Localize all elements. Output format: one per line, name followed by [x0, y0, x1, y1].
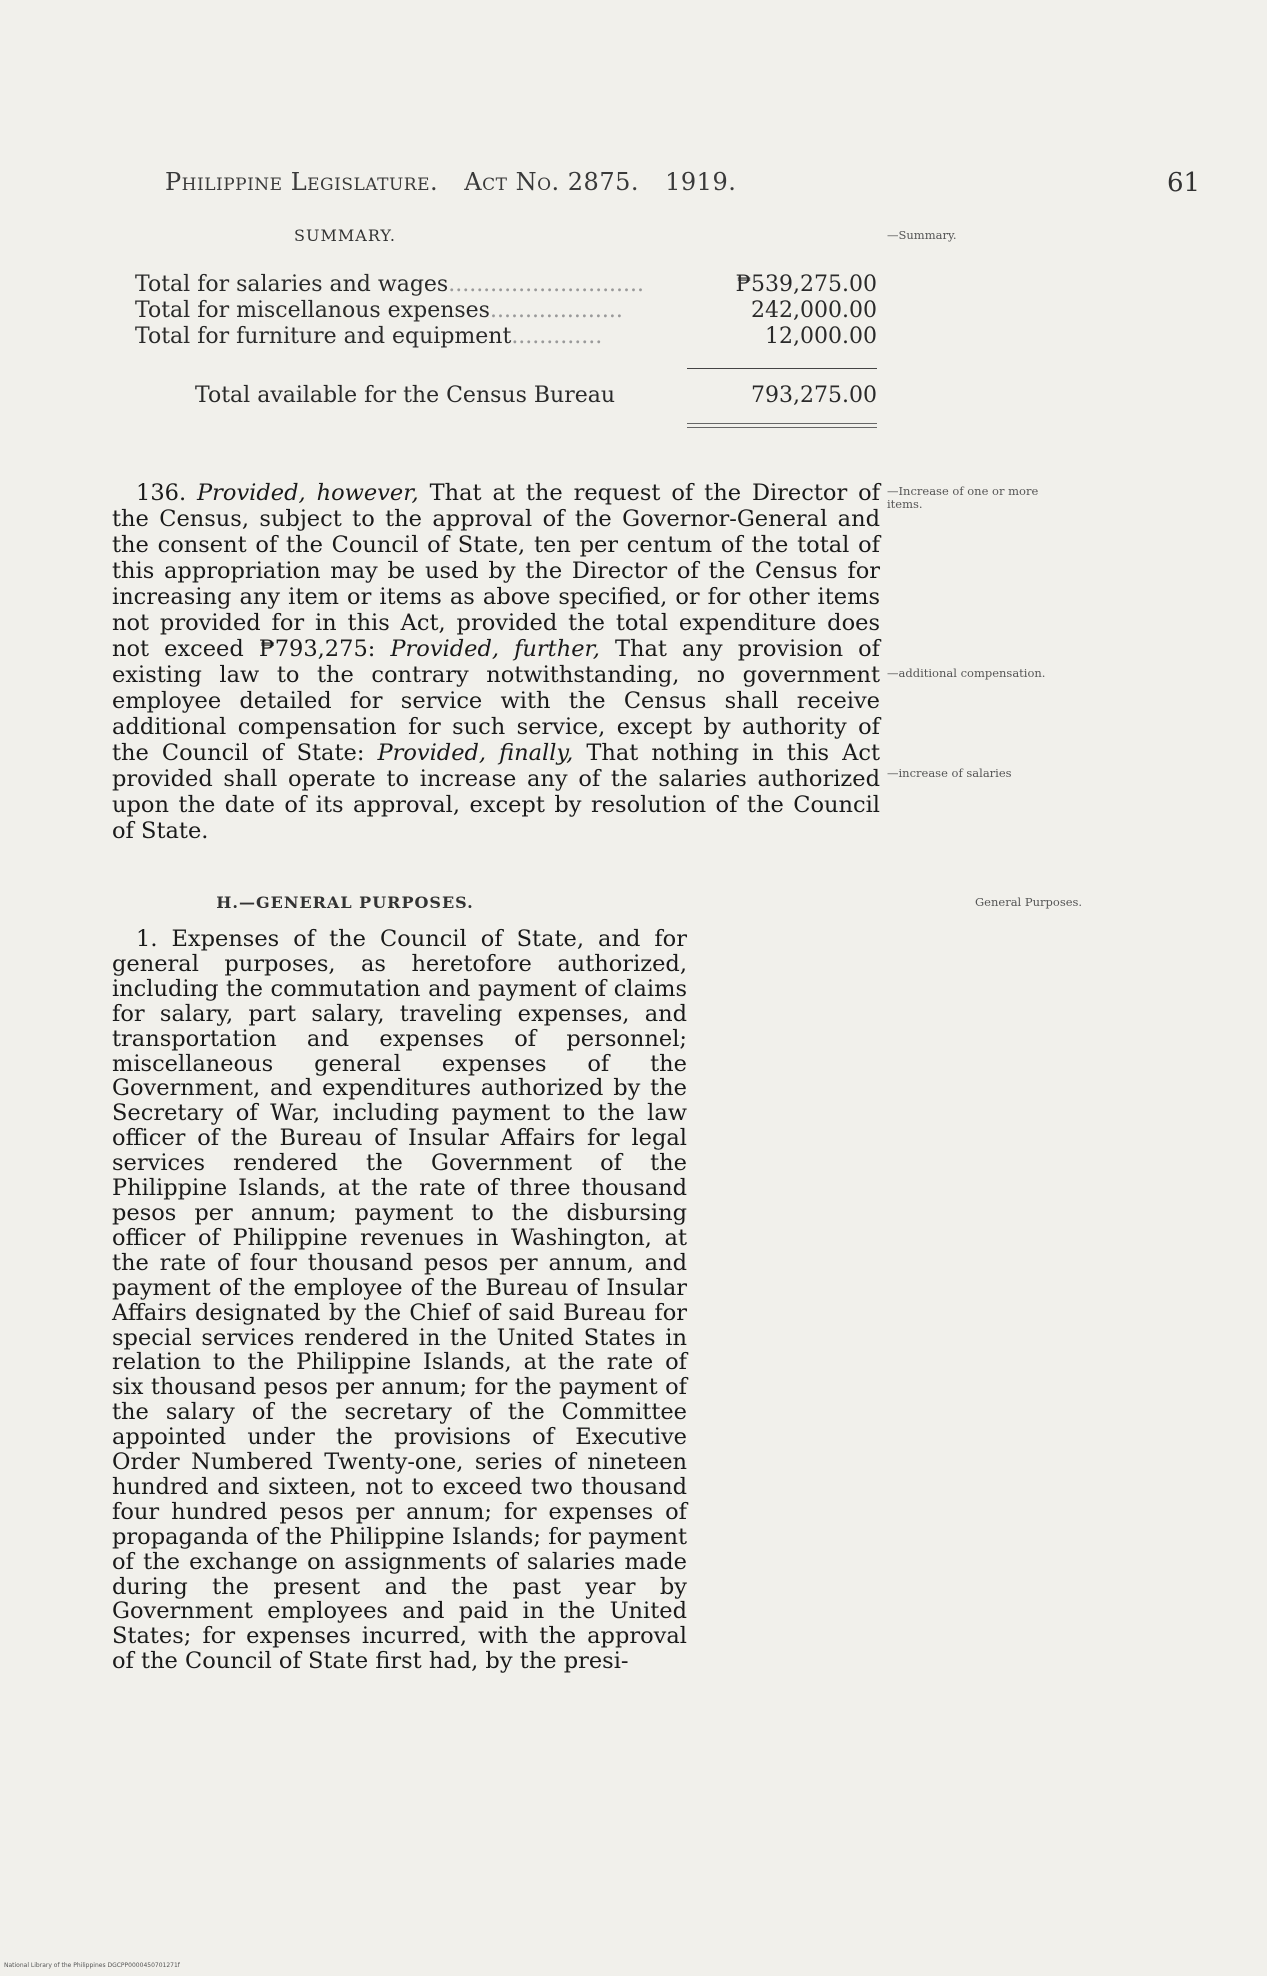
side-note-increase-salaries: —increase of salaries [887, 766, 1012, 780]
summary-table [135, 272, 877, 428]
page-number: 61 [1167, 168, 1201, 198]
summary-row-label: Total for furniture and equipment [135, 324, 512, 349]
summary-row [135, 298, 877, 324]
general-purposes-heading: H.—GENERAL PURPOSES. [216, 893, 474, 912]
summary-heading: SUMMARY. [294, 226, 396, 245]
summary-total-row [135, 381, 877, 411]
side-note-general-purposes: General Purposes. [975, 895, 1083, 909]
act-year: 1919. [665, 168, 737, 196]
paragraph-text: 1. Expenses of the Council of State, and for general purposes, as heretofore authorized, including the commutation and payment of claims for salary, part salary, traveling expenses, and transportation and expenses of personnel; miscellaneous general expenses of the Government, and expenditures authorized by the Secretary of War, including payment to the law officer of the Bureau of Insular Affairs for legal services rendered the Government of the Philippine Islands, at the rate of three thousand pesos per annum; payment to the disbursing officer of Philippine revenues in Washington, at the rate of four thousand pesos per annum, and payment of the employee of the Bureau of Insular Affairs designated by the Chief of said Bureau for special services rendered in the United States in relation to the Philippine Islands, at the rate of six thousand pesos per annum; for the payment of the salary of the secretary of the Committee appointed under the provisions of Executive Order Numbered Twenty-one, series of nineteen hundred and sixteen, not to exceed two thousand four hundred pesos per annum; for expenses of propaganda of the Philippine Islands; for payment of the exchange on assignments of salaries made during the present and the past year by Government employees and paid in the United States; for expenses incurred, with the approval of the Council of State first had, by the presi- [112, 926, 687, 1675]
summary-total-label: Total available for the Census Bureau [195, 383, 616, 408]
running-title: Philippine Legislature. [165, 168, 439, 196]
side-note-additional-compensation: —additional compensation. [887, 666, 1046, 680]
running-head [165, 168, 754, 196]
leader-dots: ............. [511, 324, 603, 349]
section-text-part-3: That nothing in this Act provided shall operate to increase any of the salaries authorized upon the date of its approval, except by resolution of the Council of State. [112, 740, 880, 844]
act-number: Act No. 2875. [464, 168, 639, 196]
side-note-summary: —Summary. [887, 228, 957, 242]
summary-row-label: Total for salaries and wages [135, 272, 449, 297]
section-text-part-1: That at the request of the Director of the Census, subject to the approval of the Governor-General and the consent of the Council of State, ten per centum of the total of this appropriation may be used by the Director of the Census for increasing any item or items as above specified, or for other items not provided for in this Act, provided the total expenditure does not exceed ₱793,275: [112, 480, 880, 662]
proviso-however: Provided, however, [197, 480, 419, 506]
summary-row-amount: 242,000.00 [751, 298, 877, 323]
subtotal-rule [687, 368, 877, 369]
leader-dots: ............................ [448, 272, 645, 297]
total-double-rule [687, 423, 877, 428]
leader-dots: ................... [489, 298, 623, 323]
summary-row-label: Total for miscellanous expenses [135, 298, 490, 323]
proviso-finally: Provided, finally, [377, 740, 574, 766]
summary-total-amount: 793,275.00 [751, 383, 877, 408]
section-136-paragraph [112, 480, 880, 844]
summary-row-amount: ₱539,275.00 [735, 272, 877, 297]
summary-row [135, 324, 877, 350]
section-number: 136. [136, 480, 187, 506]
library-stamp: National Library of the Philippines DGCPP0000450701271f [4, 1962, 180, 1969]
section-text-part-2: That any provision of existing law to the contrary notwithstanding, no government employee detailed for service with the Census shall receive additional compensation for such service, except by authority of the Council of State: [112, 636, 881, 766]
general-purposes-paragraph-1 [112, 927, 687, 1674]
summary-row [135, 272, 877, 298]
side-note-increase-items: —Increase of one or more items. [887, 484, 1039, 511]
proviso-further: Provided, further, [390, 636, 600, 662]
summary-row-amount: 12,000.00 [765, 324, 877, 349]
